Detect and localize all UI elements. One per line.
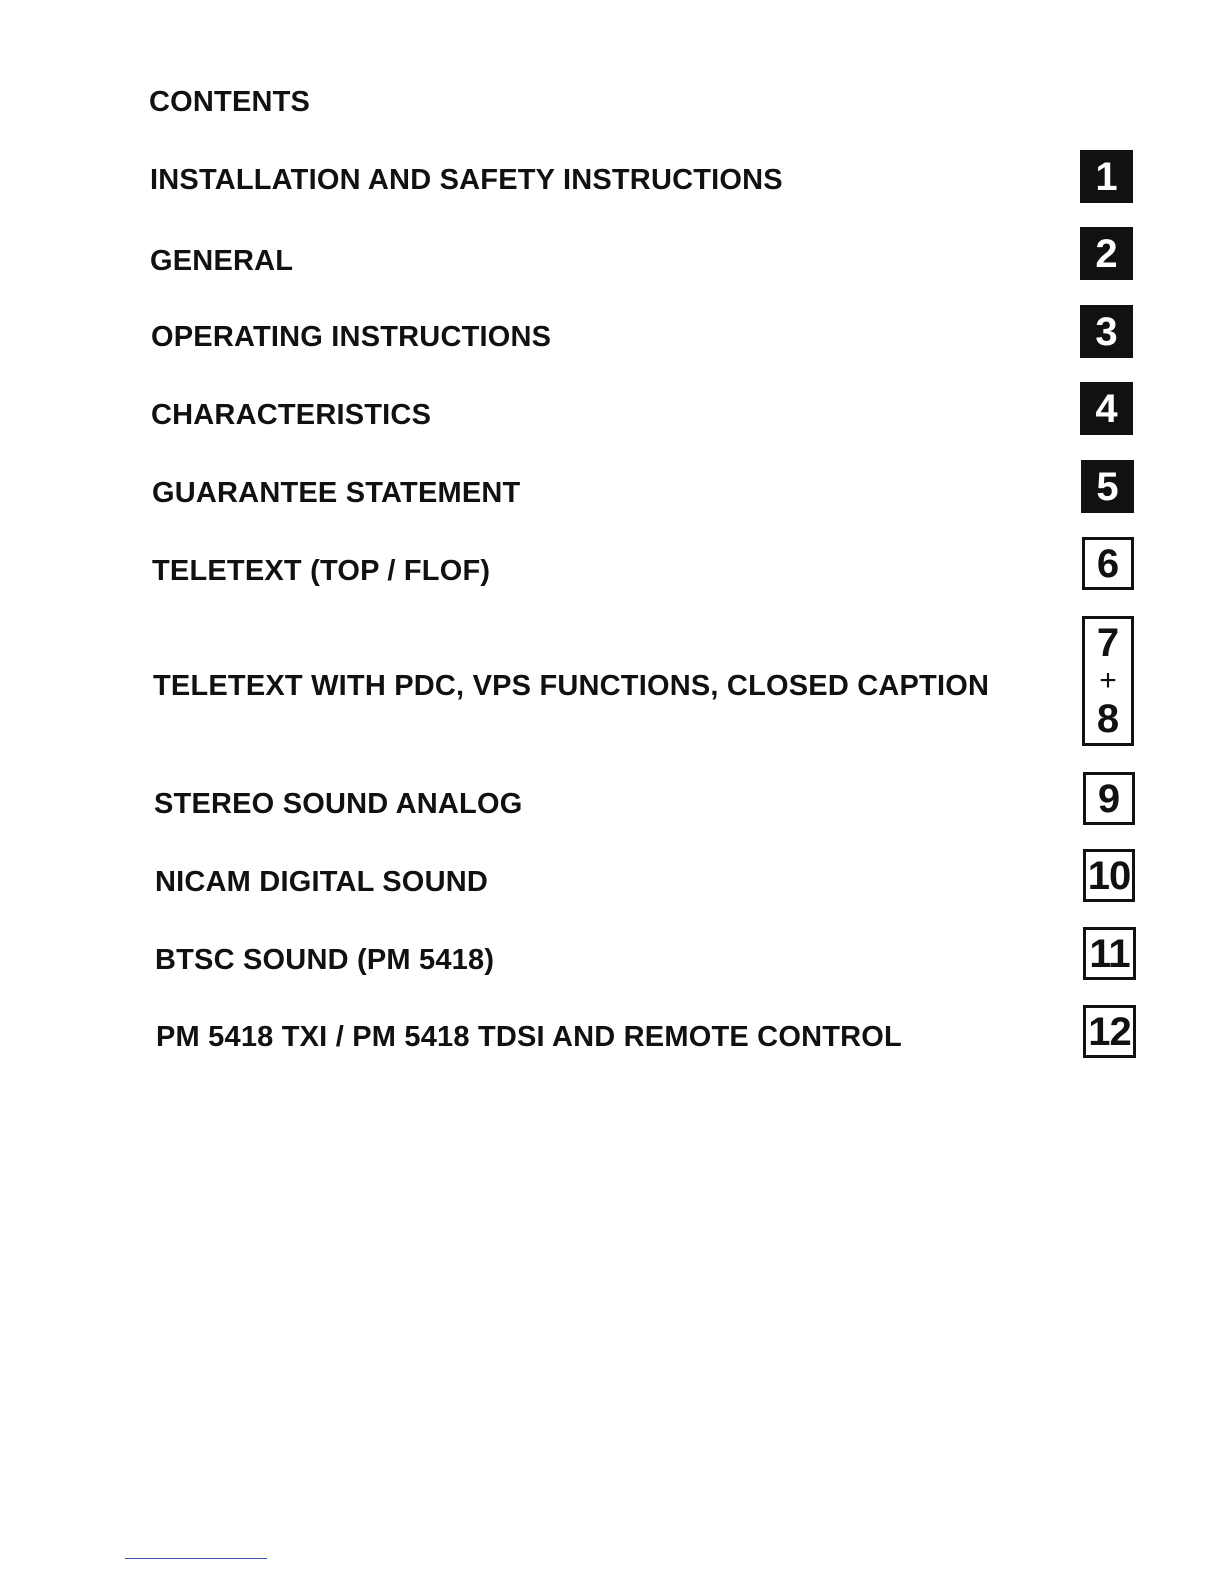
entry-nicam-digital-sound: NICAM DIGITAL SOUND xyxy=(155,866,488,898)
section-tab-6: 6 xyxy=(1082,537,1134,590)
entry-characteristics: CHARACTERISTICS xyxy=(151,399,432,431)
entry-pm5418-remote-control: PM 5418 TXI / PM 5418 TDSI AND REMOTE CONTROL xyxy=(156,1021,902,1053)
entry-installation-safety: INSTALLATION AND SAFETY INSTRUCTIONS xyxy=(150,164,783,196)
section-tab-7-8 xyxy=(1082,616,1134,746)
entry-general: GENERAL xyxy=(150,245,294,277)
section-tab-10: 10 xyxy=(1083,849,1135,902)
section-tab-11: 11 xyxy=(1083,927,1136,980)
section-tab-12: 12 xyxy=(1083,1005,1136,1058)
section-tab-2: 2 xyxy=(1080,227,1133,280)
section-tab-9: 9 xyxy=(1083,772,1135,825)
entry-stereo-sound-analog: STEREO SOUND ANALOG xyxy=(154,788,523,820)
entry-guarantee-statement: GUARANTEE STATEMENT xyxy=(152,477,521,509)
entry-btsc-sound: BTSC SOUND (PM 5418) xyxy=(155,944,495,976)
entry-teletext-top-flof: TELETEXT (TOP / FLOF) xyxy=(152,555,491,587)
section-tab-7-number: 7 xyxy=(1096,621,1120,665)
page-title: CONTENTS xyxy=(149,86,311,118)
entry-operating-instructions: OPERATING INSTRUCTIONS xyxy=(151,321,552,353)
section-tab-4: 4 xyxy=(1080,382,1133,435)
section-tab-3: 3 xyxy=(1080,305,1133,358)
section-tab-plus: + xyxy=(1099,664,1117,697)
section-tab-8-number: 8 xyxy=(1096,697,1120,741)
footer-rule xyxy=(125,1558,267,1559)
section-tab-1: 1 xyxy=(1080,150,1133,203)
entry-teletext-pdc-vps-closed-caption: TELETEXT WITH PDC, VPS FUNCTIONS, CLOSED CAPTION xyxy=(153,670,990,702)
section-tab-5: 5 xyxy=(1081,460,1134,513)
